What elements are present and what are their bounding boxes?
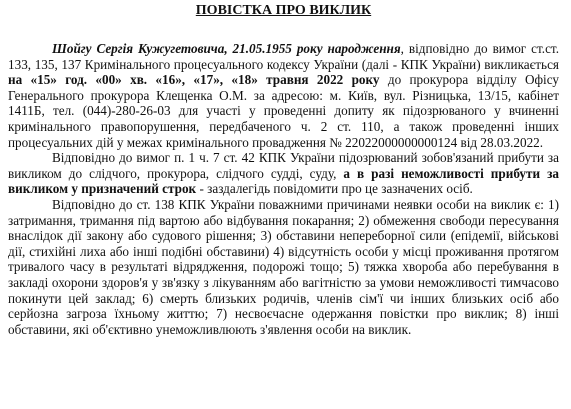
document-title: ПОВІСТКА ПРО ВИКЛИК — [195, 3, 372, 18]
obligation-bold-clause: а в разі неможливості прибути за викликом у призначений строк — [8, 165, 559, 197]
summons-legal-basis: , відповідно до вимог ст.ст. 133, 135, 137 Кримінального процесуального кодексу України (далі - КПК України) викликається — [8, 41, 559, 72]
valid-reasons-paragraph: Відповідно до ст. 138 КПК України поважними причинами неявки особи на виклик є: 1) затримання, тримання під вартою або відбування покарання; 2) обмеження свободи пересування внаслідок дії закону або судового рішення; 3) обставини непереборної сили (епідемії, військові дії, стихійні лиха або інші подібні обставини) 4) відсутність особи у місці проживання протягом тривалого часу в результаті відрядження, подорожі тощо; 5) тяжка хвороба або перебування в закладі охорони здоров'я у зв'язку з лікуванням або вагітністю за умови неможливості тимчасово покинути цей заклад; 6) смерть близьких родичів, членів сім'ї чи інших близьких осіб або серйозна загроза їхньому життю; 7) несвоєчасне одержання повістки про виклик; 8) інші обставини, які об'єктивно унеможливлюють з'явлення особи на виклик. — [8, 196, 559, 337]
summons-date-time: на «15» год. «00» хв. «16», «17», «18» травня 2022 року — [8, 72, 380, 88]
summons-paragraph — [8, 41, 559, 150]
obligation-paragraph — [8, 150, 559, 197]
summons-details: до прокурора відділу Офісу Генерального прокурора Клещенка О.М. за адресою: м. Київ, вул. Різницька, 13/15, кабінет 1411Б, тел. (044)-280-26-03 для участі у проведенні допиту як підозрюваного у вчиненні кримінального правопорушення, передбаченого ч. 2 ст. 110, а також проведенні інших процесуальних дій у межах кримінального провадження № 22022000000000124 від 28.03.2022. — [8, 72, 559, 150]
summoned-person-name: Шойгу Сергія Кужугетовича, 21.05.1955 року народження — [52, 41, 401, 56]
obligation-text-start: Відповідно до вимог п. 1 ч. 7 ст. 42 КПК України підозрюваний зобов'язаний прибути за викликом до слідчого, прокурора, слідчого судді, суду, — [8, 150, 559, 181]
obligation-text-end: - заздалегідь повідомити про це зазначених осіб. — [196, 181, 473, 197]
